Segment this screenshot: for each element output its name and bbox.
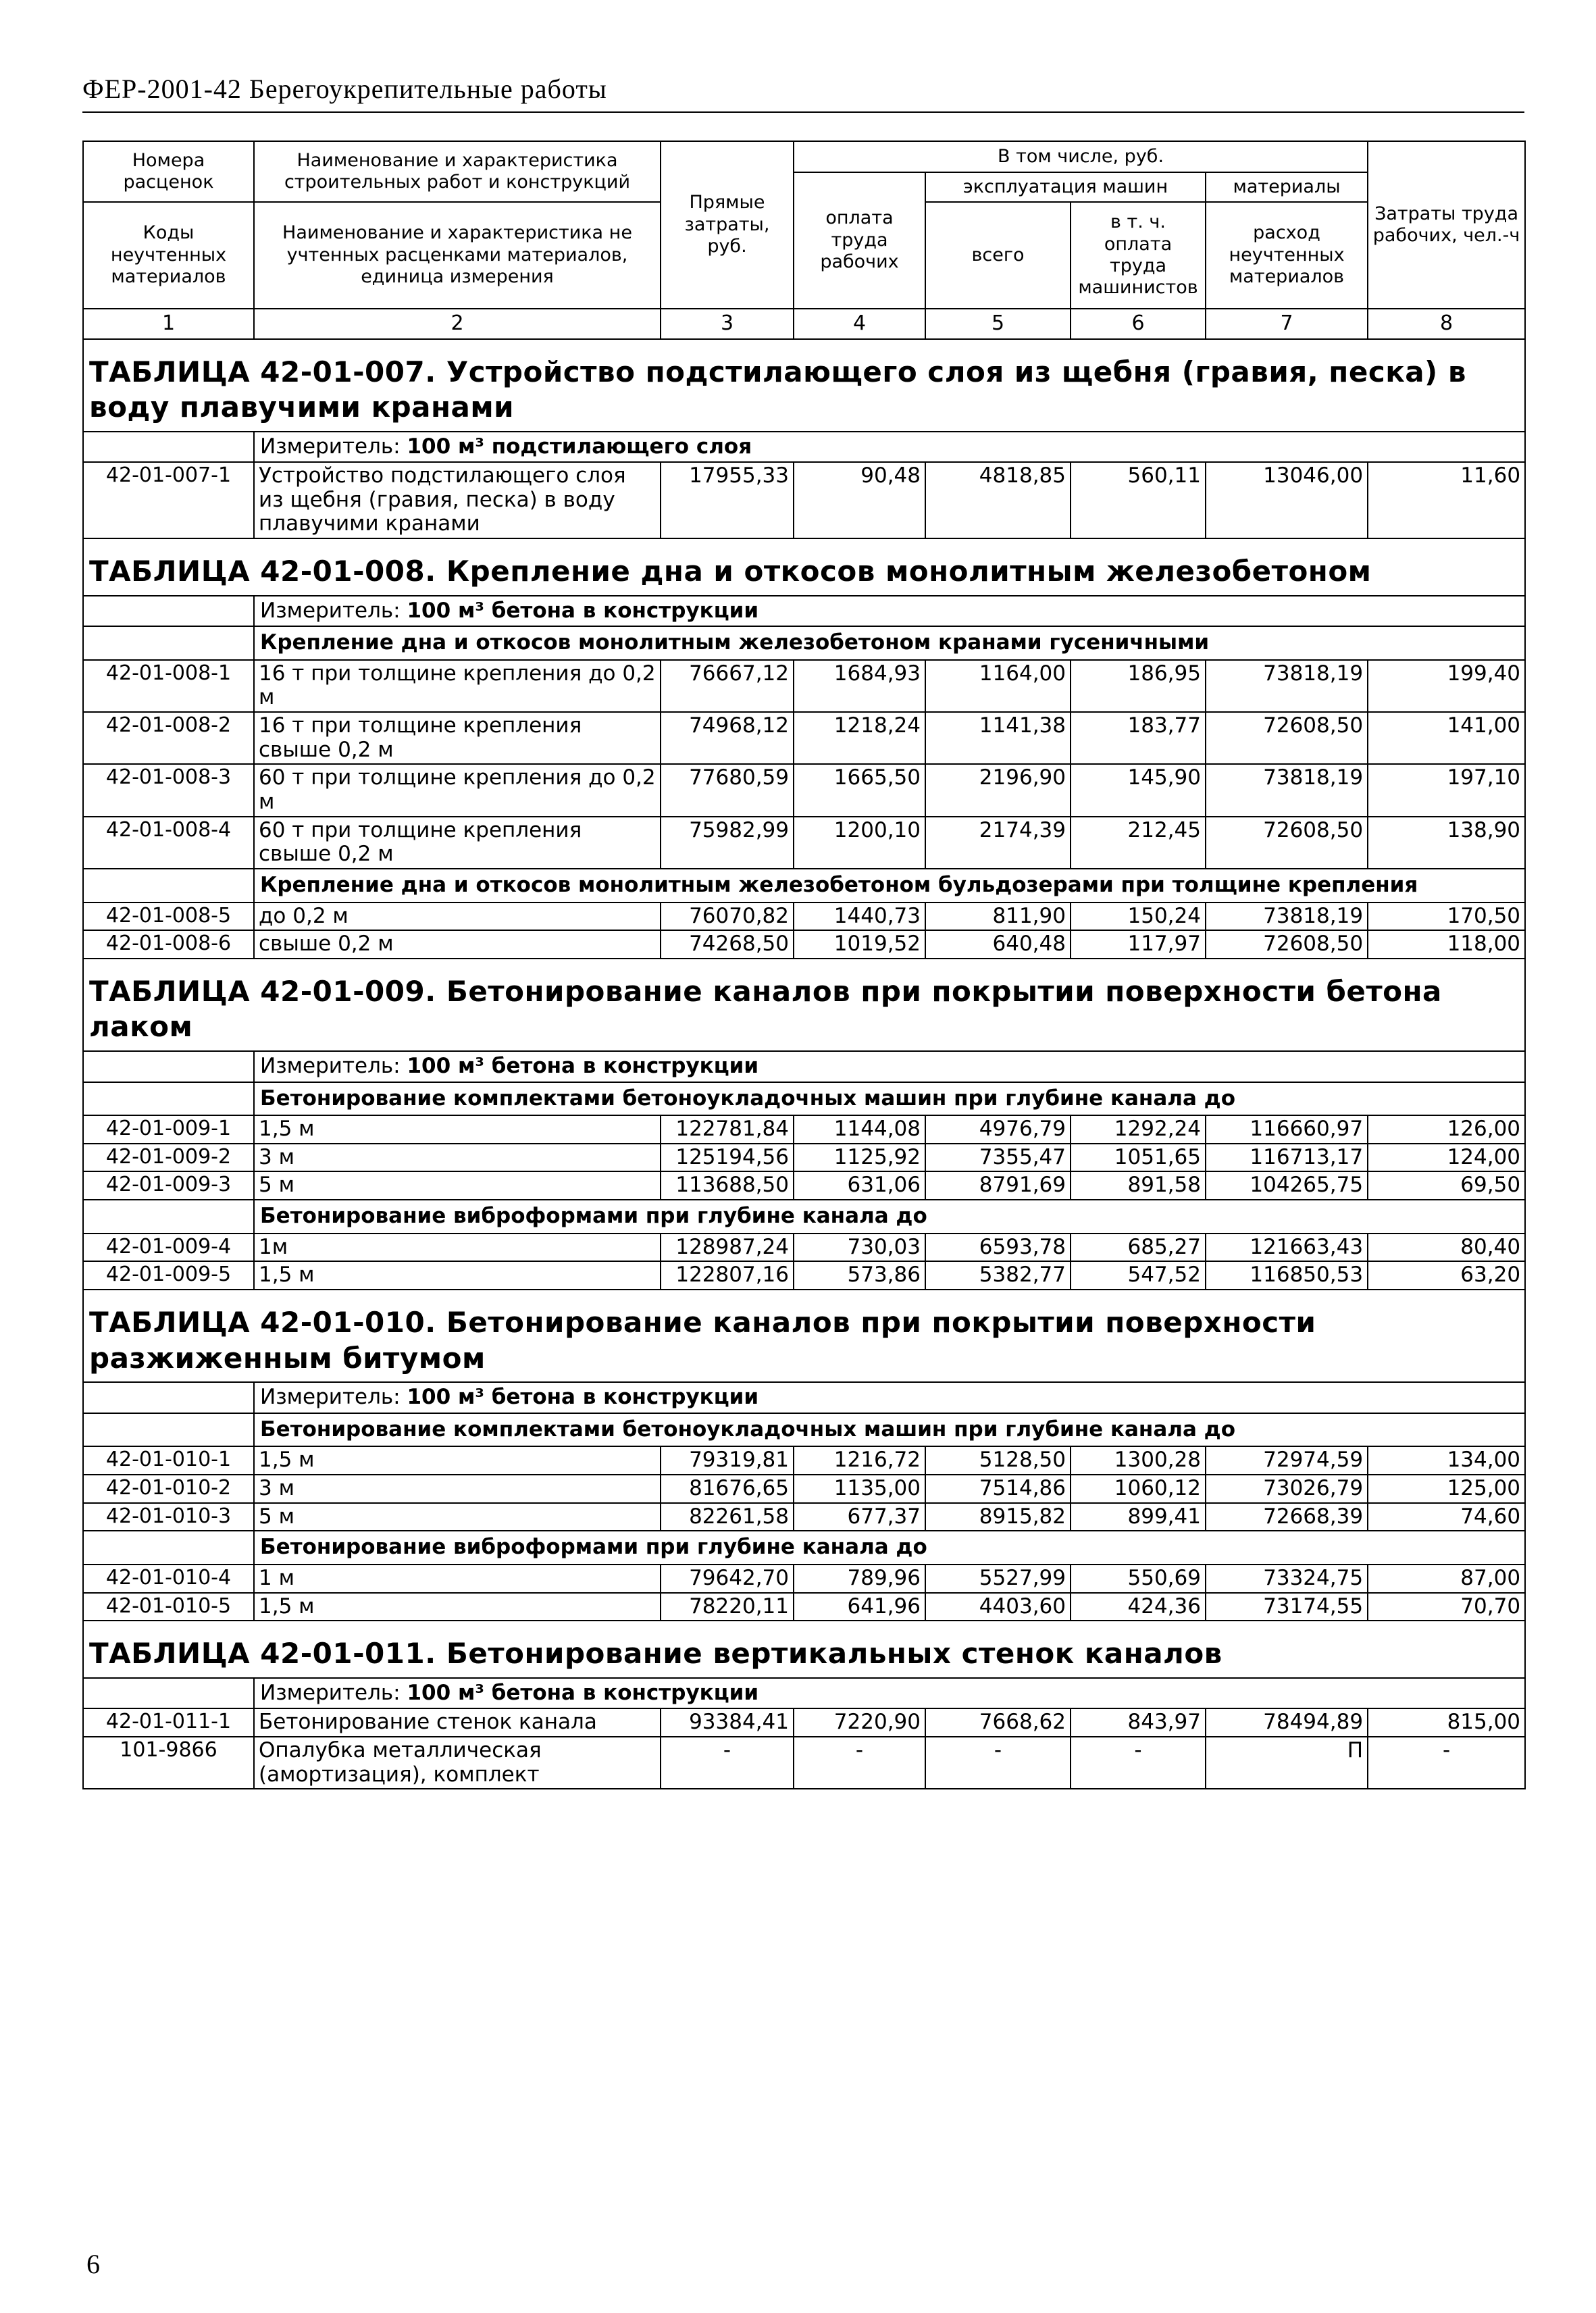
row-value-c3: 75982,99 (661, 817, 794, 869)
section-heading-row (83, 626, 1525, 660)
row-value-c8: 170,50 (1368, 903, 1525, 931)
row-value-c6: 186,95 (1071, 660, 1206, 712)
measure-unit: 100 м³ бетона в конструкции (407, 598, 759, 623)
section-spacer (83, 1531, 254, 1565)
table-title-row (83, 959, 1525, 1051)
row-value-c5: 7514,86 (925, 1475, 1071, 1503)
row-value-c5: 7355,47 (925, 1144, 1071, 1172)
row-value-c3: 78220,11 (661, 1593, 794, 1621)
row-value-c4: 1218,24 (794, 712, 925, 764)
section-spacer (83, 626, 254, 660)
row-value-c7: 116713,17 (1206, 1144, 1368, 1172)
col-header-direct-costs: Прямые затраты, руб. (661, 141, 794, 309)
table-row (83, 764, 1525, 816)
row-value-c3: - (661, 1737, 794, 1789)
row-name: 16 т при толщине крепления до 0,2 м (254, 660, 661, 712)
table-header (83, 141, 1525, 339)
measure-label: Измеритель: (260, 1680, 401, 1705)
table-title-text: Бетонирование каналов при покрытии поверхности бетона лаком (89, 974, 1442, 1044)
row-value-c6: 547,52 (1071, 1261, 1206, 1290)
table-body (83, 339, 1525, 1789)
measure-spacer (83, 1051, 254, 1082)
row-code: 42-01-010-2 (83, 1475, 254, 1503)
measure-spacer (83, 432, 254, 463)
col-header-including: В том числе, руб. (794, 141, 1368, 172)
row-value-c8: 124,00 (1368, 1144, 1525, 1172)
table-label: ТАБЛИЦА 42-01-007. (89, 355, 436, 388)
row-value-c8: - (1368, 1737, 1525, 1789)
row-value-c7: П (1206, 1737, 1368, 1789)
row-value-c3: 74268,50 (661, 930, 794, 959)
table-row (83, 903, 1525, 931)
row-value-c3: 79642,70 (661, 1565, 794, 1593)
row-value-c8: 11,60 (1368, 462, 1525, 538)
row-value-c3: 76070,82 (661, 903, 794, 931)
row-name: Бетонирование стенок канала (254, 1708, 661, 1737)
row-value-c8: 197,10 (1368, 764, 1525, 816)
row-code: 42-01-008-4 (83, 817, 254, 869)
section-heading: Бетонирование комплектами бетоноукладочных машин при глубине канала до (254, 1413, 1525, 1447)
measure-row (83, 1678, 1525, 1709)
row-value-c6: 145,90 (1071, 764, 1206, 816)
row-code: 42-01-007-1 (83, 462, 254, 538)
header-rule (82, 111, 1524, 113)
table-title-text: Бетонирование каналов при покрытии поверхности разжиженным битумом (89, 1306, 1316, 1375)
row-value-c4: 789,96 (794, 1565, 925, 1593)
table-row (83, 1446, 1525, 1475)
row-code: 42-01-008-3 (83, 764, 254, 816)
row-code: 42-01-010-4 (83, 1565, 254, 1593)
measure-unit: 100 м³ подстилающего слоя (407, 434, 752, 459)
section-spacer (83, 1082, 254, 1116)
measure-spacer (83, 1678, 254, 1709)
row-value-c7: 104265,75 (1206, 1171, 1368, 1200)
section-heading-row (83, 869, 1525, 903)
table-title-row (83, 339, 1525, 432)
row-value-c5: 5128,50 (925, 1446, 1071, 1475)
measure-label: Измеритель: (260, 598, 401, 623)
table-row (83, 660, 1525, 712)
row-code: 42-01-008-1 (83, 660, 254, 712)
row-value-c5: 4403,60 (925, 1593, 1071, 1621)
row-value-c8: 63,20 (1368, 1261, 1525, 1290)
section-heading-row (83, 1531, 1525, 1565)
table-title-text: Крепление дна и откосов монолитным железобетоном (446, 555, 1372, 588)
row-name: 60 т при толщине крепления свыше 0,2 м (254, 817, 661, 869)
row-value-c3: 122807,16 (661, 1261, 794, 1290)
col-header-machinist-wages: в т. ч. оплата труда машинистов (1071, 202, 1206, 309)
row-value-c5: 8915,82 (925, 1503, 1071, 1531)
row-name: 5 м (254, 1503, 661, 1531)
row-value-c7: 13046,00 (1206, 462, 1368, 538)
measure (254, 1678, 1525, 1709)
row-value-c7: 73174,55 (1206, 1593, 1368, 1621)
row-value-c3: 125194,56 (661, 1144, 794, 1172)
col-header-machines-total: всего (925, 202, 1071, 309)
row-value-c5: 8791,69 (925, 1171, 1071, 1200)
row-value-c4: 730,03 (794, 1234, 925, 1262)
row-value-c6: 1300,28 (1071, 1446, 1206, 1475)
col-num: 1 (83, 309, 254, 339)
row-value-c7: 72608,50 (1206, 712, 1368, 764)
row-value-c8: 69,50 (1368, 1171, 1525, 1200)
row-value-c3: 77680,59 (661, 764, 794, 816)
table-row (83, 712, 1525, 764)
section-heading: Бетонирование виброформами при глубине канала до (254, 1200, 1525, 1234)
row-value-c4: 641,96 (794, 1593, 925, 1621)
row-code: 42-01-010-5 (83, 1593, 254, 1621)
row-name: Устройство подстилающего слоя из щебня (гравия, песка) в воду плавучими кранами (254, 462, 661, 538)
row-value-c6: 685,27 (1071, 1234, 1206, 1262)
section-spacer (83, 869, 254, 903)
row-value-c6: 891,58 (1071, 1171, 1206, 1200)
section-heading-row (83, 1413, 1525, 1447)
col-header-unaccounted-codes: Коды неучтенных материалов (83, 202, 254, 309)
running-header: ФЕР-2001-42 Берегоукрепительные работы (82, 74, 607, 104)
section-heading: Крепление дна и откосов монолитным железобетоном бульдозерами при толщине крепления (254, 869, 1525, 903)
table-title-text: Бетонирование вертикальных стенок каналов (446, 1637, 1222, 1671)
row-code: 42-01-010-3 (83, 1503, 254, 1531)
table-row (83, 1475, 1525, 1503)
price-table (82, 141, 1526, 1789)
row-value-c7: 78494,89 (1206, 1708, 1368, 1737)
measure-unit: 100 м³ бетона в конструкции (407, 1053, 759, 1078)
row-value-c5: 7668,62 (925, 1708, 1071, 1737)
row-value-c6: 183,77 (1071, 712, 1206, 764)
row-code: 42-01-009-5 (83, 1261, 254, 1290)
table-title (83, 1621, 1525, 1678)
row-value-c7: 73818,19 (1206, 764, 1368, 816)
row-name: 1,5 м (254, 1446, 661, 1475)
row-value-c4: - (794, 1737, 925, 1789)
row-code: 42-01-009-2 (83, 1144, 254, 1172)
row-name: 16 т при толщине крепления свыше 0,2 м (254, 712, 661, 764)
col-num: 2 (254, 309, 661, 339)
column-numbers-row (83, 309, 1525, 339)
measure-row (83, 596, 1525, 627)
row-name: 1 м (254, 1565, 661, 1593)
section-heading: Бетонирование виброформами при глубине канала до (254, 1531, 1525, 1565)
col-header-labor: Затраты труда рабочих, чел.-ч (1368, 141, 1525, 309)
row-value-c7: 121663,43 (1206, 1234, 1368, 1262)
row-value-c6: 424,36 (1071, 1593, 1206, 1621)
row-value-c5: 6593,78 (925, 1234, 1071, 1262)
table-title-text: Устройство подстилающего слоя из щебня (гравия, песка) в воду плавучими кранами (89, 355, 1466, 424)
col-num: 6 (1071, 309, 1206, 339)
measure-label: Измеритель: (260, 1053, 401, 1078)
table-title-row (83, 1290, 1525, 1382)
row-value-c4: 1200,10 (794, 817, 925, 869)
measure (254, 1382, 1525, 1413)
row-value-c4: 677,37 (794, 1503, 925, 1531)
row-code: 42-01-011-1 (83, 1708, 254, 1737)
col-header-material-use: расход неучтенных материалов (1206, 202, 1368, 309)
col-header-unaccounted-name: Наименование и характеристика не учтенных расценками материалов, единица измерения (254, 202, 661, 309)
table-row (83, 1708, 1525, 1737)
row-code: 42-01-010-1 (83, 1446, 254, 1475)
table-label: ТАБЛИЦА 42-01-009. (89, 974, 436, 1008)
row-value-c8: 199,40 (1368, 660, 1525, 712)
row-value-c5: 5527,99 (925, 1565, 1071, 1593)
table-row (83, 1144, 1525, 1172)
measure-row (83, 1382, 1525, 1413)
table-row (83, 1115, 1525, 1144)
measure-label: Измеритель: (260, 434, 401, 459)
row-value-c3: 122781,84 (661, 1115, 794, 1144)
row-value-c6: 560,11 (1071, 462, 1206, 538)
section-spacer (83, 1413, 254, 1447)
section-heading: Крепление дна и откосов монолитным железобетоном кранами гусеничными (254, 626, 1525, 660)
row-value-c4: 573,86 (794, 1261, 925, 1290)
row-code: 42-01-008-6 (83, 930, 254, 959)
table-title (83, 959, 1525, 1051)
col-num: 5 (925, 309, 1071, 339)
table-title (83, 538, 1525, 596)
row-value-c7: 72974,59 (1206, 1446, 1368, 1475)
section-spacer (83, 1200, 254, 1234)
col-header-materials: материалы (1206, 172, 1368, 202)
table-row (83, 817, 1525, 869)
row-value-c4: 1135,00 (794, 1475, 925, 1503)
row-value-c7: 73324,75 (1206, 1565, 1368, 1593)
row-name: 1,5 м (254, 1115, 661, 1144)
row-value-c6: 550,69 (1071, 1565, 1206, 1593)
row-value-c4: 1144,08 (794, 1115, 925, 1144)
table-title (83, 339, 1525, 432)
row-value-c3: 82261,58 (661, 1503, 794, 1531)
section-heading: Бетонирование комплектами бетоноукладочных машин при глубине канала до (254, 1082, 1525, 1116)
row-value-c3: 79319,81 (661, 1446, 794, 1475)
col-num: 4 (794, 309, 925, 339)
row-name: 1,5 м (254, 1261, 661, 1290)
row-value-c5: 2196,90 (925, 764, 1071, 816)
page-number: 6 (86, 2249, 100, 2279)
row-name: 60 т при толщине крепления до 0,2 м (254, 764, 661, 816)
measure-unit: 100 м³ бетона в конструкции (407, 1385, 759, 1410)
row-value-c5: 1164,00 (925, 660, 1071, 712)
row-value-c7: 116850,53 (1206, 1261, 1368, 1290)
measure (254, 596, 1525, 627)
row-value-c3: 128987,24 (661, 1234, 794, 1262)
row-value-c8: 125,00 (1368, 1475, 1525, 1503)
row-value-c4: 1216,72 (794, 1446, 925, 1475)
row-value-c4: 1684,93 (794, 660, 925, 712)
row-code: 42-01-009-1 (83, 1115, 254, 1144)
row-value-c8: 141,00 (1368, 712, 1525, 764)
table-label: ТАБЛИЦА 42-01-011. (89, 1637, 436, 1671)
col-num: 8 (1368, 309, 1525, 339)
table-row (83, 1234, 1525, 1262)
row-value-c7: 73026,79 (1206, 1475, 1368, 1503)
table-row (83, 1261, 1525, 1290)
row-value-c6: 899,41 (1071, 1503, 1206, 1531)
measure (254, 1051, 1525, 1082)
measure-row (83, 432, 1525, 463)
row-value-c7: 72608,50 (1206, 817, 1368, 869)
row-value-c8: 126,00 (1368, 1115, 1525, 1144)
row-value-c4: 90,48 (794, 462, 925, 538)
row-value-c3: 93384,41 (661, 1708, 794, 1737)
row-code: 101-9866 (83, 1737, 254, 1789)
row-value-c8: 80,40 (1368, 1234, 1525, 1262)
row-value-c7: 72668,39 (1206, 1503, 1368, 1531)
row-value-c8: 70,70 (1368, 1593, 1525, 1621)
row-value-c5: - (925, 1737, 1071, 1789)
row-value-c3: 113688,50 (661, 1171, 794, 1200)
row-value-c6: 212,45 (1071, 817, 1206, 869)
table-title-row (83, 1621, 1525, 1678)
row-value-c4: 1440,73 (794, 903, 925, 931)
table-row (83, 1737, 1525, 1789)
row-value-c7: 73818,19 (1206, 660, 1368, 712)
row-name: 5 м (254, 1171, 661, 1200)
row-value-c4: 1125,92 (794, 1144, 925, 1172)
row-value-c8: 815,00 (1368, 1708, 1525, 1737)
col-num: 3 (661, 309, 794, 339)
row-value-c7: 72608,50 (1206, 930, 1368, 959)
row-value-c5: 4818,85 (925, 462, 1071, 538)
measure (254, 432, 1525, 463)
row-value-c4: 7220,90 (794, 1708, 925, 1737)
table-row (83, 1593, 1525, 1621)
row-value-c6: 843,97 (1071, 1708, 1206, 1737)
row-value-c5: 4976,79 (925, 1115, 1071, 1144)
measure-spacer (83, 596, 254, 627)
row-name: Опалубка металлическая (амортизация), комплект (254, 1737, 661, 1789)
col-header-wages: оплата труда рабочих (794, 172, 925, 309)
row-value-c3: 81676,65 (661, 1475, 794, 1503)
row-value-c6: 1060,12 (1071, 1475, 1206, 1503)
row-value-c5: 811,90 (925, 903, 1071, 931)
row-value-c3: 76667,12 (661, 660, 794, 712)
table-title-row (83, 538, 1525, 596)
row-value-c5: 2174,39 (925, 817, 1071, 869)
section-heading-row (83, 1082, 1525, 1116)
col-header-name: Наименование и характеристика строительных работ и конструкций (254, 141, 661, 202)
row-value-c8: 134,00 (1368, 1446, 1525, 1475)
row-name: 1м (254, 1234, 661, 1262)
row-value-c5: 5382,77 (925, 1261, 1071, 1290)
row-code: 42-01-009-4 (83, 1234, 254, 1262)
row-value-c4: 1019,52 (794, 930, 925, 959)
table-row (83, 930, 1525, 959)
row-name: 3 м (254, 1475, 661, 1503)
row-value-c8: 74,60 (1368, 1503, 1525, 1531)
table-row (83, 1503, 1525, 1531)
row-value-c6: 117,97 (1071, 930, 1206, 959)
row-code: 42-01-008-2 (83, 712, 254, 764)
table-title (83, 1290, 1525, 1382)
measure-row (83, 1051, 1525, 1082)
col-num: 7 (1206, 309, 1368, 339)
measure-unit: 100 м³ бетона в конструкции (407, 1680, 759, 1705)
row-value-c6: 1292,24 (1071, 1115, 1206, 1144)
table-row (83, 1171, 1525, 1200)
row-value-c6: - (1071, 1737, 1206, 1789)
table-label: ТАБЛИЦА 42-01-008. (89, 555, 436, 588)
row-value-c4: 1665,50 (794, 764, 925, 816)
col-header-machines: эксплуатация машин (925, 172, 1206, 202)
table-label: ТАБЛИЦА 42-01-010. (89, 1306, 436, 1340)
row-value-c6: 1051,65 (1071, 1144, 1206, 1172)
row-value-c3: 74968,12 (661, 712, 794, 764)
row-code: 42-01-009-3 (83, 1171, 254, 1200)
row-name: свыше 0,2 м (254, 930, 661, 959)
row-code: 42-01-008-5 (83, 903, 254, 931)
measure-spacer (83, 1382, 254, 1413)
row-name: до 0,2 м (254, 903, 661, 931)
row-value-c4: 631,06 (794, 1171, 925, 1200)
measure-label: Измеритель: (260, 1385, 401, 1410)
row-value-c7: 73818,19 (1206, 903, 1368, 931)
section-heading-row (83, 1200, 1525, 1234)
row-value-c8: 118,00 (1368, 930, 1525, 959)
row-value-c8: 87,00 (1368, 1565, 1525, 1593)
table-row (83, 1565, 1525, 1593)
row-name: 3 м (254, 1144, 661, 1172)
table-row (83, 462, 1525, 538)
row-name: 1,5 м (254, 1593, 661, 1621)
row-value-c3: 17955,33 (661, 462, 794, 538)
row-value-c5: 640,48 (925, 930, 1071, 959)
row-value-c7: 116660,97 (1206, 1115, 1368, 1144)
col-header-codes: Номера расценок (83, 141, 254, 202)
row-value-c8: 138,90 (1368, 817, 1525, 869)
row-value-c5: 1141,38 (925, 712, 1071, 764)
row-value-c6: 150,24 (1071, 903, 1206, 931)
